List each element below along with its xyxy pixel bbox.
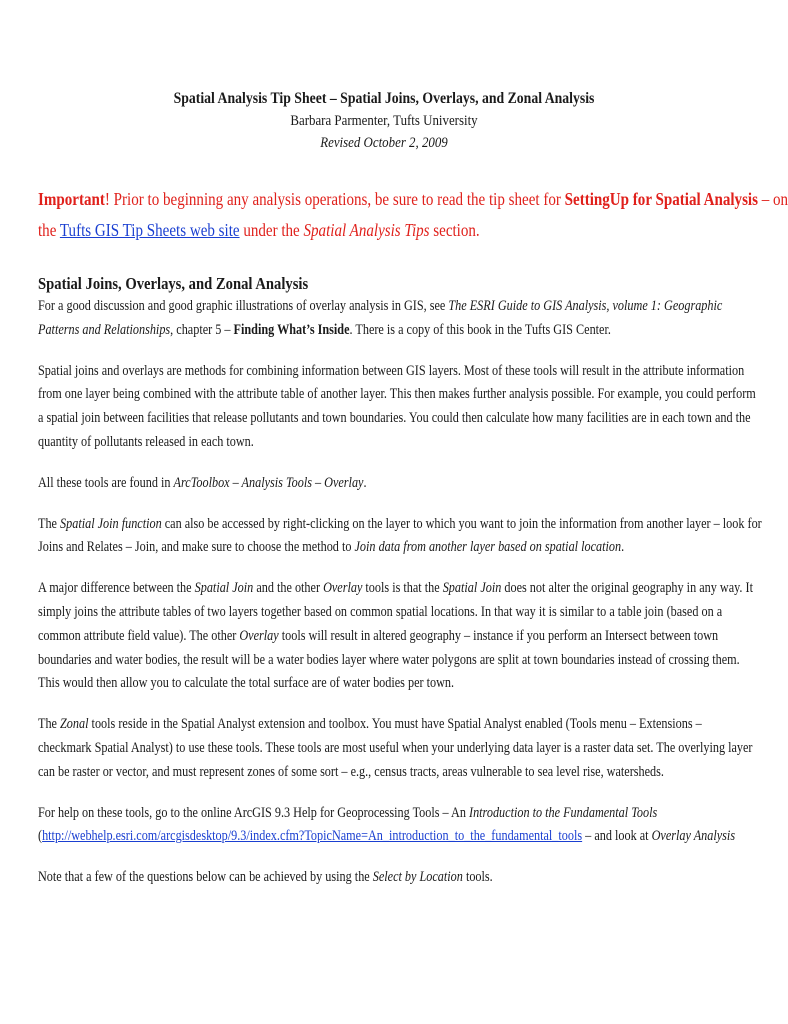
text: The: [38, 716, 61, 733]
document-body: [38, 184, 788, 890]
text-line: [38, 295, 723, 319]
text-line: checkmark Spatial Analyst) to use these tools. These tools are most useful when your underlying data layer is a raster data set. The overlying layer: [38, 739, 753, 756]
italic-term: Spatial Join: [442, 580, 502, 597]
text-line: a spatial join between facilities that release pollutants and town boundaries. You could then calculate how many facilities are in each town and the: [38, 410, 751, 427]
text: does not alter the original geography in any way. It: [501, 580, 753, 597]
important-label: Important: [38, 189, 105, 209]
text-line: [38, 825, 736, 849]
text-line: [38, 802, 658, 826]
text: tools will result in altered geography – instance if you perform an Intersect between town: [278, 627, 719, 644]
important-text: – on: [757, 189, 788, 209]
text-line: Spatial joins and overlays are methods for combining information between GIS layers. Most of these tools will result in the attribute information: [38, 362, 745, 379]
italic-term: Overlay Analysis: [651, 828, 736, 845]
paragraph-zonal: [38, 713, 753, 784]
text: can also be accessed by right-clicking on the layer to which you want to join the information from another layer – look for: [161, 515, 762, 532]
paragraph-note: [38, 866, 743, 890]
chapter-title: Finding What’s Inside: [233, 321, 350, 338]
text-line: [38, 536, 644, 560]
text: For a good discussion and good graphic illustrations of overlay analysis in GIS, see: [38, 298, 449, 314]
revised-date: Revised October 2, 2009: [320, 135, 448, 151]
italic-term: Introduction to the Fundamental Tools: [469, 804, 658, 821]
italic-term: Select by Location: [372, 869, 463, 886]
italic-term: Join data from another layer based on spatial location: [354, 539, 622, 556]
text: – and look at: [582, 828, 652, 845]
text-line: [38, 577, 753, 601]
text: (: [38, 828, 43, 845]
text: tools is that the: [362, 580, 443, 597]
text-line: from one layer being combined with the attribute table of another layer. This then makes further analysis possible. For example, you could perform: [38, 386, 756, 403]
toolbox-path: ArcToolbox – Analysis Tools – Overlay: [173, 474, 364, 491]
important-line-2: [38, 215, 644, 246]
paragraph-tool-location: [38, 472, 743, 496]
text: Note that a few of the questions below can be achieved by using the: [38, 869, 373, 886]
text: tools reside in the Spatial Analyst extension and toolbox. You must have Spatial Analyst enabled (Tools menu – Extensions –: [88, 716, 702, 733]
text: A major difference between the: [38, 580, 195, 597]
book-title: Patterns and Relationships: [38, 321, 171, 338]
text: For help on these tools, go to the online ArcGIS 9.3 Help for Geoprocessing Tools – An: [38, 804, 470, 821]
section-heading: Spatial Joins, Overlays, and Zonal Analysis: [38, 274, 309, 293]
document-header: [0, 88, 768, 154]
important-line-1: [38, 184, 788, 215]
esri-help-link[interactable]: http://webhelp.esri.com/arcgisdesktop/9.3/index.cfm?TopicName=An_introduction_to_the_fundamental_tools: [42, 828, 583, 845]
text: . There is a copy of this book in the Tufts GIS Center.: [349, 321, 611, 338]
paragraph-reference: [38, 295, 743, 343]
italic-term: Spatial Join: [194, 580, 254, 597]
text: The: [38, 515, 61, 532]
important-text: the: [38, 220, 60, 240]
italic-term: Overlay: [323, 580, 363, 597]
text-line: can be raster or vector, and must represent zones of some sort – e.g., census tracts, areas vulnerable to sea level rise, watersheds.: [38, 763, 664, 780]
tip-sheet-name: SettingUp for Spatial Analysis: [564, 189, 758, 209]
paragraph-joins-overlays: [38, 360, 756, 455]
text: .: [363, 474, 367, 491]
text: and the other: [253, 580, 324, 597]
text-line: [38, 513, 762, 537]
text-line: [38, 319, 644, 343]
italic-term: Spatial Join function: [60, 515, 162, 532]
page-title: Spatial Analysis Tip Sheet – Spatial Joins, Overlays, and Zonal Analysis: [173, 90, 595, 107]
text: common attribute field value). The other: [38, 627, 240, 644]
tip-sheets-link[interactable]: Tufts GIS Tip Sheets web site: [59, 220, 240, 240]
italic-term: Zonal: [60, 716, 89, 733]
italic-term: Overlay: [239, 627, 279, 644]
paragraph-help: [38, 802, 743, 850]
text: tools.: [462, 869, 493, 886]
important-italic: Spatial Analysis Tips: [303, 220, 430, 240]
text: , chapter 5 –: [170, 321, 234, 338]
book-title: The ESRI Guide to GIS Analysis, volume 1: Geographic: [448, 298, 723, 314]
text-line: [38, 713, 702, 737]
text-line: boundaries and water bodies, the result will be a water bodies layer where water polygons are split at town boundaries instead of crossing them.: [38, 651, 740, 668]
paragraph-spatial-join-function: [38, 513, 762, 561]
text-line: quantity of pollutants released in each town.: [38, 433, 254, 450]
text: All these tools are found in: [38, 474, 174, 491]
text: Joins and Relates – Join, and make sure to choose the method to: [38, 539, 355, 556]
paragraph-differences: [38, 577, 753, 696]
text: .: [621, 539, 625, 556]
author-line: Barbara Parmenter, Tufts University: [290, 113, 478, 129]
text-line: This would then allow you to calculate the total surface are of water bodies per town.: [38, 675, 455, 692]
important-text: ! Prior to beginning any analysis operations, be sure to read the tip sheet for: [104, 189, 565, 209]
important-text: section.: [429, 220, 480, 240]
important-text: under the: [239, 220, 304, 240]
text-line: [38, 625, 719, 649]
text-line: [38, 472, 644, 496]
important-notice: [38, 184, 788, 246]
text-line: simply joins the attribute tables of two layers together based on common spatial locations. In that way it is similar to a table join (based on a: [38, 603, 723, 620]
text-line: [38, 866, 644, 890]
